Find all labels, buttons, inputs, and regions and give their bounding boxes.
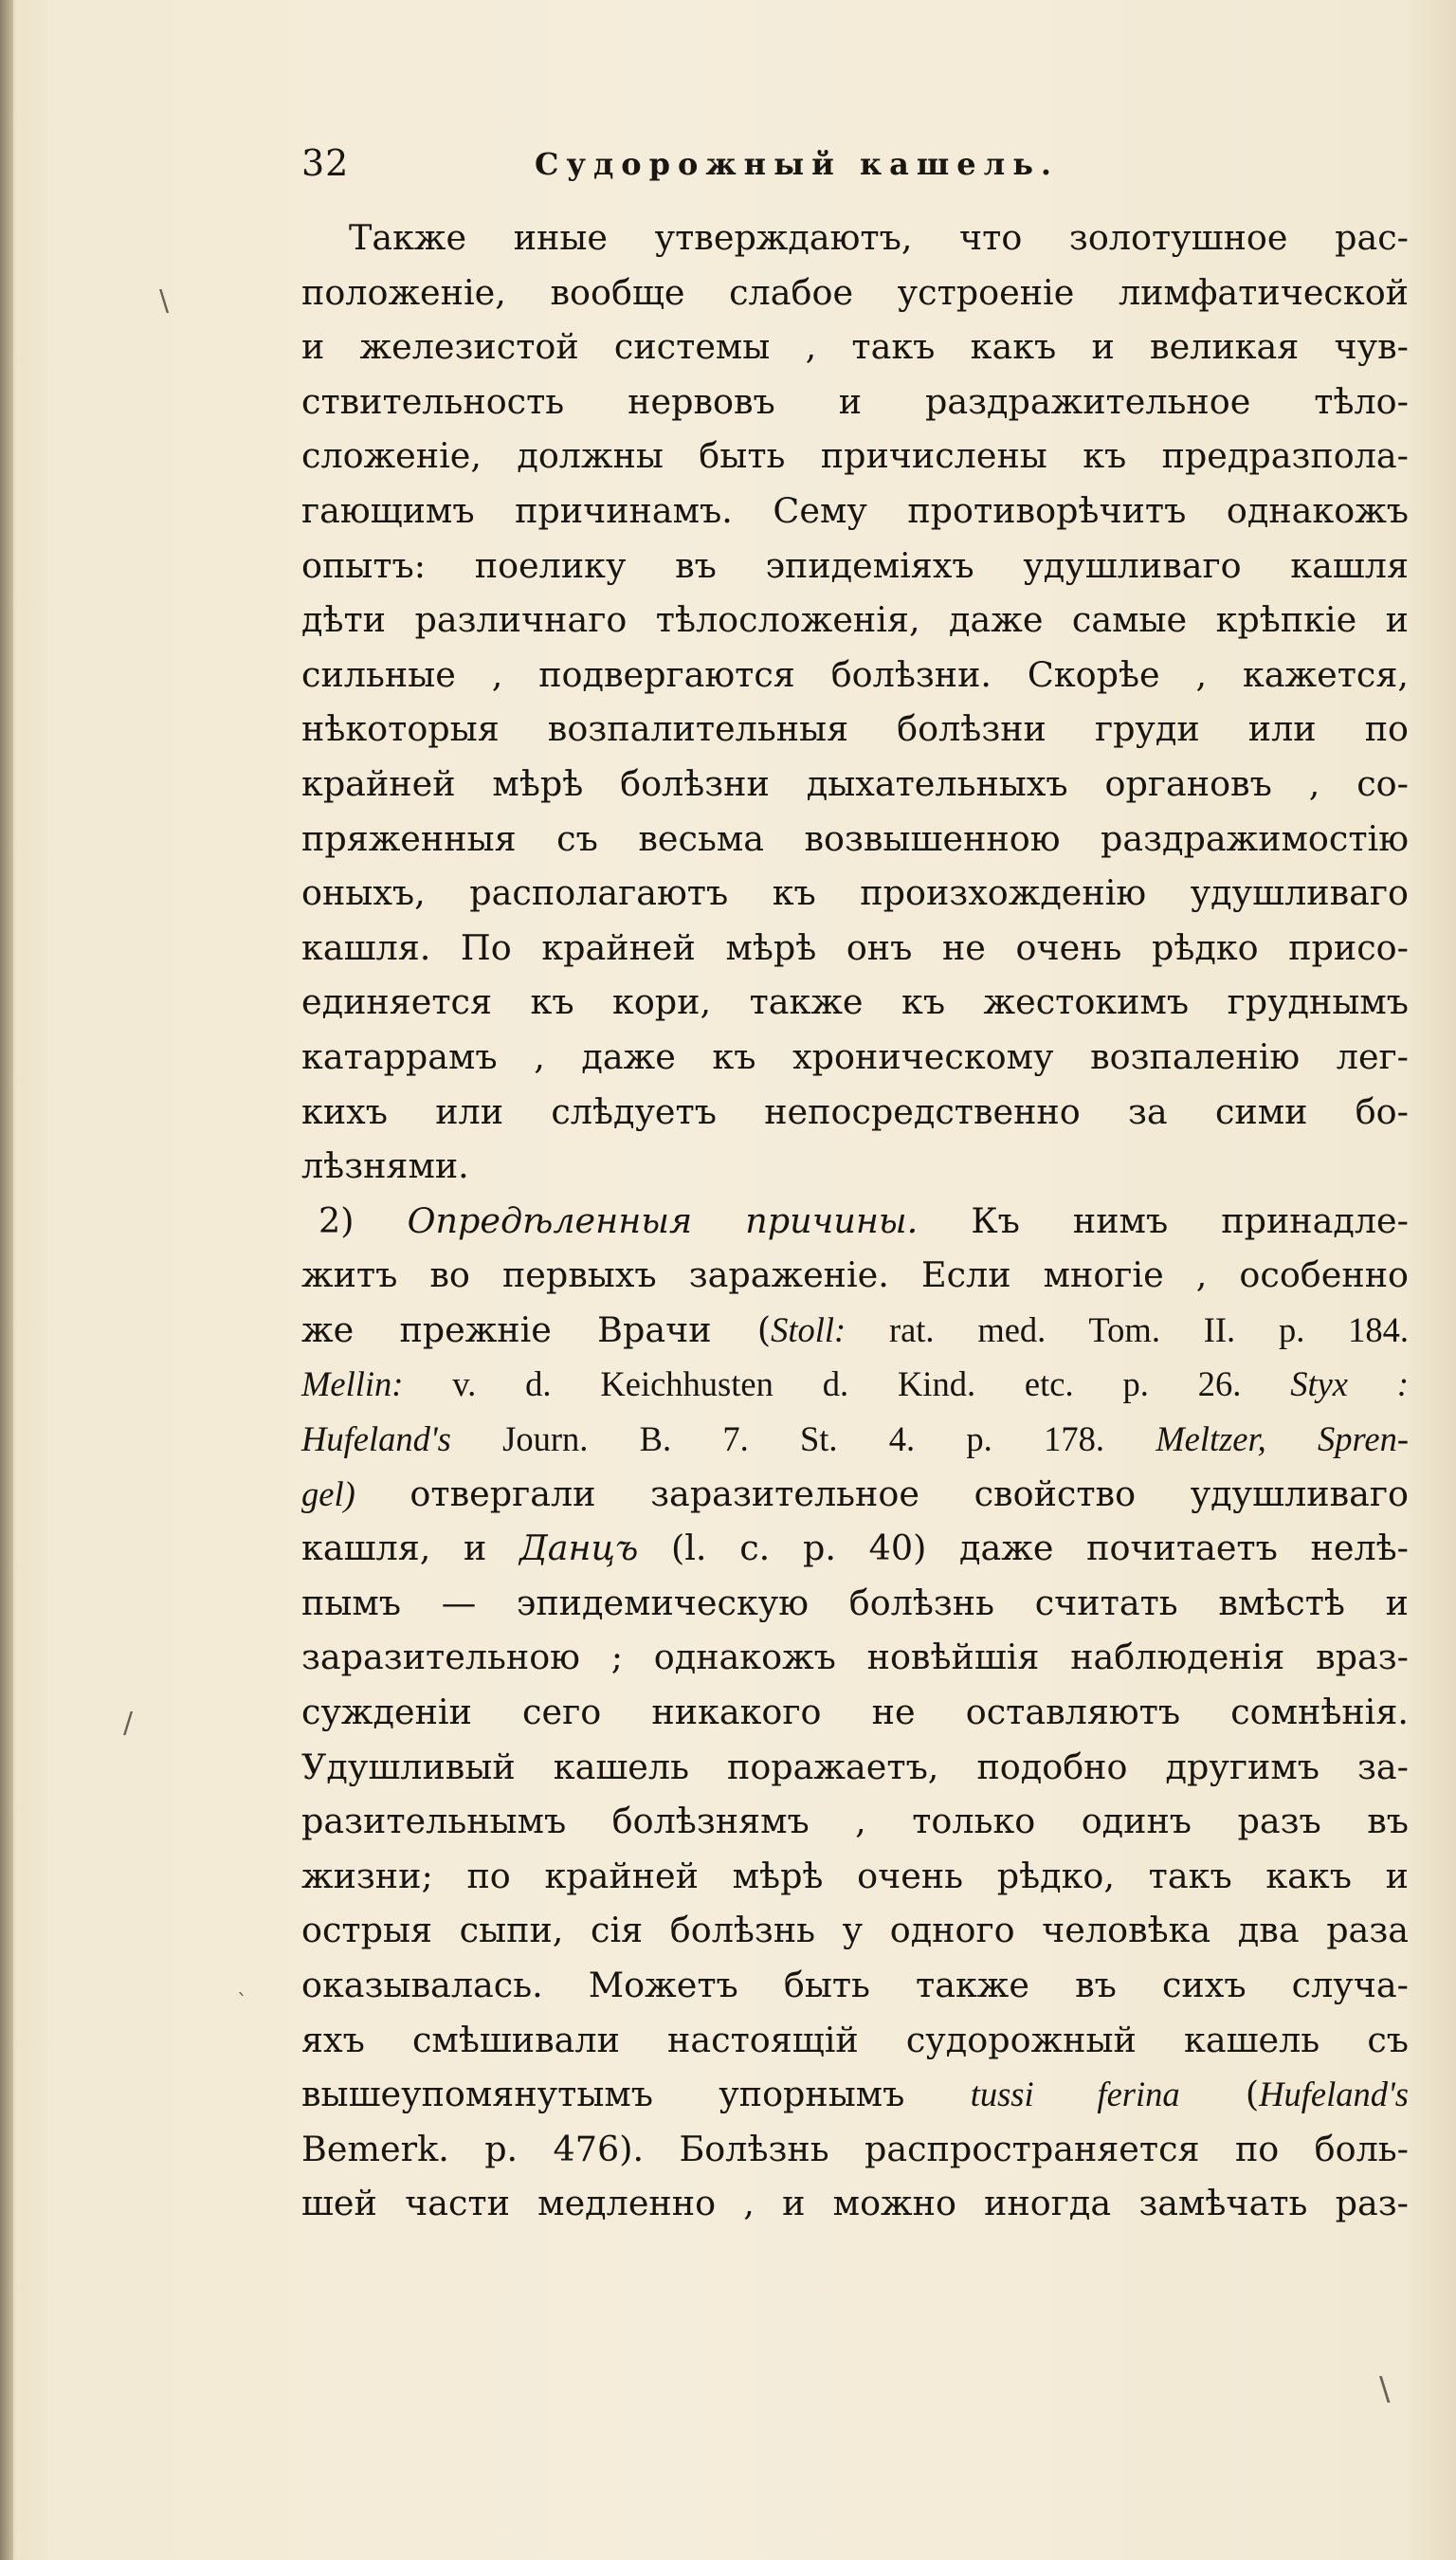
page-number: 32 xyxy=(301,142,350,184)
text-line: разительнымъ болѣзнямъ , только одинъ разъ въ xyxy=(301,1801,1409,1842)
stray-mark: \ xyxy=(159,284,170,318)
section-heading-line xyxy=(301,1194,1409,1249)
text-line: жизни; по крайней мѣрѣ очень рѣдко, такъ какъ и xyxy=(301,1855,1409,1896)
text-line: кихъ или слѣдуетъ непосредственно за сими бо- xyxy=(301,1090,1409,1132)
section-number: 2) xyxy=(318,1199,355,1241)
text-line: житъ во первыхъ зараженіе. Если многіе , особенно xyxy=(301,1254,1409,1296)
page-edge-shadow xyxy=(0,0,13,2560)
stray-mark: ` xyxy=(237,1991,247,2015)
author-reference: Hufeland's xyxy=(301,1419,451,1459)
text-line: сужденіи сего никакого не оставляютъ сомнѣнія. xyxy=(301,1691,1409,1733)
latin-term: tussi ferina xyxy=(970,2075,1180,2114)
text-line: пымъ — эпидемическую болѣзнь считать вмѣстѣ и xyxy=(301,1582,1409,1623)
stray-mark: \ xyxy=(1379,2370,1391,2408)
text-fragment: (l. c. p. 40) даже почитаетъ нелѣ- xyxy=(638,1527,1410,1569)
text-line: острыя сыпи, сія болѣзнь у одного человѣка два раза xyxy=(301,1910,1409,1951)
text-fragment: же прежніе Врачи ( xyxy=(301,1308,772,1350)
text-fragment: rat. med. Tom. II. p. 184. xyxy=(846,1309,1409,1349)
author-reference: Styx : xyxy=(1241,1364,1409,1404)
text-line: заразительною ; однакожъ новѣйшія наблюденія враз- xyxy=(301,1637,1409,1678)
text-fragment: Къ нимъ принадле- xyxy=(971,1199,1409,1241)
text-line: нѣкоторыя возпалительныя болѣзни груди или по xyxy=(301,708,1409,750)
text-line: пряженныя съ весьма возвышенною раздражимостію xyxy=(301,817,1409,859)
text-fragment: отвергали заразительное свойство удушливаго xyxy=(355,1472,1409,1514)
section-heading: Опредѣленныя причины. xyxy=(407,1199,919,1241)
author-reference: Stoll: xyxy=(771,1309,846,1349)
text-line: сильные , подвергаются болѣзни. Скорѣе , кажется, xyxy=(301,653,1409,695)
text-line: оныхъ, располагаютъ къ произхожденію удушливаго xyxy=(301,872,1409,914)
text-line: Также иные утверждаютъ, что золотушное рас- xyxy=(349,217,1409,258)
body-text xyxy=(301,210,1409,2231)
text-fragment: Journ. B. 7. St. 4. p. 178. xyxy=(450,1419,1104,1459)
text-line: положеніе, вообще слабое устроеніе лимфатической xyxy=(301,271,1409,313)
text-fragment: кашля, и xyxy=(301,1527,520,1569)
text-fragment: вышеупомянутымъ упорнымъ xyxy=(301,2074,971,2115)
text-line: дѣти различнаго тѣлосложенія, даже самые крѣпкіе и xyxy=(301,599,1409,641)
text-line: крайней мѣрѣ болѣзни дыхательныхъ органовъ , со- xyxy=(301,762,1409,804)
text-line: гающимъ причинамъ. Сему противорѣчитъ однакожъ xyxy=(301,489,1409,531)
text-line: единяется къ кори, также къ жестокимъ груднымъ xyxy=(301,981,1409,1023)
text-fragment: v. d. Keichhusten d. Kind. etc. p. 26. xyxy=(403,1364,1242,1404)
author-reference: Hufeland's xyxy=(1259,2075,1410,2114)
text-line: ствительность нервовъ и раздражительное тѣло- xyxy=(301,380,1409,422)
author-reference: Mellin: xyxy=(301,1364,404,1404)
citation-line xyxy=(301,1412,1409,1467)
text-line xyxy=(301,1521,1409,1576)
text-line: и железистой системы , такъ какъ и великая чув- xyxy=(301,326,1409,368)
author-reference: Meltzer, Spren- xyxy=(1103,1419,1410,1459)
text-line: лѣзнями. xyxy=(301,1145,469,1187)
text-line: Удушливый кашель поражаетъ, подобно другимъ за- xyxy=(301,1746,1409,1787)
text-line: катаррамъ , даже къ хроническому возпаленію лег- xyxy=(301,1035,1409,1077)
citation-line xyxy=(301,1303,1409,1358)
text-line: Bemerk. p. 476). Болѣзнь распространяется по боль- xyxy=(301,2128,1409,2169)
citation-line xyxy=(301,1357,1409,1412)
running-title: Судорожный кашель. xyxy=(535,146,1060,182)
text-line: яхъ смѣшивали настоящій судорожный кашель съ xyxy=(301,2019,1409,2060)
stray-mark: / xyxy=(123,1707,134,1740)
citation-line xyxy=(301,2067,1409,2122)
author-reference: gel) xyxy=(301,1473,355,1513)
text-line xyxy=(301,1467,1409,1522)
text-line: сложеніе, должны быть причислены къ предразпола- xyxy=(301,435,1409,477)
text-fragment: ( xyxy=(1179,2074,1260,2115)
text-line: кашля. По крайней мѣрѣ онъ не очень рѣдко присо- xyxy=(301,926,1409,968)
author-reference: Данцъ xyxy=(519,1527,639,1569)
text-line: опытъ: поелику въ эпидеміяхъ удушливаго кашля xyxy=(301,544,1409,586)
text-line: оказывалась. Можетъ быть также въ сихъ случа- xyxy=(301,1965,1409,2005)
page-header xyxy=(301,142,1174,199)
text-line: шей части медленно , и можно иногда замѣчать раз- xyxy=(301,2183,1409,2224)
